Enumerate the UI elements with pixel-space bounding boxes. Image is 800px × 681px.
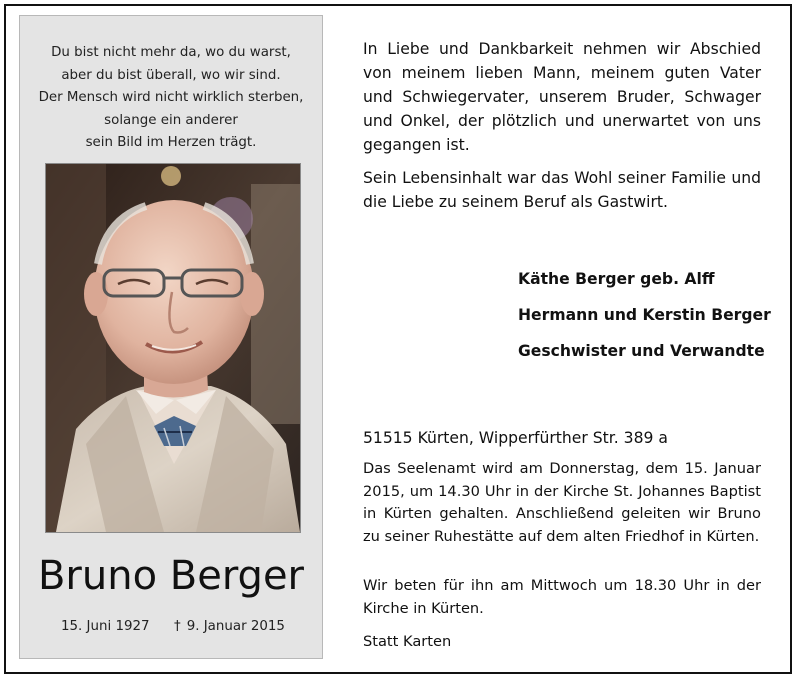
family-member: Geschwister und Verwandte	[518, 342, 765, 360]
address: 51515 Kürten, Wipperfürther Str. 389 a	[363, 429, 668, 447]
death-date-line	[174, 619, 285, 634]
family-member: Käthe Berger geb. Alff	[518, 270, 715, 288]
service-paragraph: Das Seelenamt wird am Donnerstag, dem 15. Januar 2015, um 14.30 Uhr in der Kirche St. Johannes Baptist in Kürten gehalten. Anschließend geleiten wir Bruno zu seiner Ruhestätte auf dem alten Friedhof in Kürten.	[363, 460, 761, 545]
left-panel	[19, 15, 323, 659]
portrait-photo	[45, 163, 301, 533]
birth-date: 15. Juni 1927	[61, 619, 150, 634]
cross-icon: †	[174, 619, 181, 634]
portrait-illustration	[46, 164, 300, 532]
family-member: Hermann und Kerstin Berger	[518, 306, 771, 324]
quote-line: aber du bist überall, wo wir sind.	[61, 67, 281, 83]
closing-note: Statt Karten	[363, 633, 452, 650]
deceased-name: Bruno Berger	[37, 553, 304, 599]
death-date: 9. Januar 2015	[186, 619, 285, 634]
quote-line: solange ein anderer	[104, 112, 238, 128]
quote-line: Du bist nicht mehr da, wo du warst,	[51, 45, 291, 60]
memorial-quote	[20, 42, 322, 155]
quote-line: sein Bild im Herzen trägt.	[85, 135, 257, 151]
prayer-paragraph: Wir beten für ihn am Mittwoch um 18.30 Uhr in der Kirche in Kürten.	[363, 577, 761, 617]
farewell-paragraph: In Liebe und Dankbarkeit nehmen wir Abschied von meinem lieben Mann, meinem guten Vater und Schwiegervater, unserem Bruder, Schwager und Onkel, der plötzlich und unerwartet von uns gegangen ist.	[363, 40, 761, 154]
life-paragraph: Sein Lebensinhalt war das Wohl seiner Familie und die Liebe zu seinem Beruf als Gastwirt.	[363, 169, 761, 211]
quote-line: Der Mensch wird nicht wirklich sterben,	[38, 90, 304, 106]
